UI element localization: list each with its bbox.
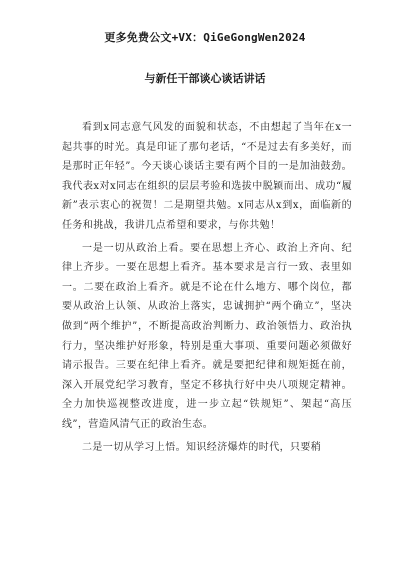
document-body <box>62 118 352 460</box>
paragraph-learning: 二是一切从学习上悟。知识经济爆炸的时代，只要稍 <box>82 441 322 453</box>
paragraph-intro: 看到x同志意气风发的面貌和状态，不由想起了当年在x一起共事的时光。真是印证了那句老话，“不是过去有多美好，而是那时正年轻”。今天谈心谈话主要有两个目的一是加油鼓劲。我代表x对x同志在组织的层层考验和选拔中脱颖而出、成功“履新”表示衷心的祝贺！二是期望共勉。x同志从x到x，面临新的任务和挑战，我讲几点希望和要求，与你共勉！ <box>62 122 352 231</box>
paragraph-politics: 一是一切从政治上看。要在思想上齐心、政治上齐向、纪律上齐步。一要在思想上看齐。基本要求是言行一致、表里如一。二要在政治上看齐。就是不论在什么地方、哪个岗位，都要从政治上认领、从政治上落实，忠诚拥护“两个确立”，坚决做到“两个维护”，不断提高政治判断力、政治领悟力、政治执行力，坚决维护好形象，特别是重大事项、重要问题必须做好请示报告。三要在纪律上看齐。就是要把纪律和规矩挺在前，深入开展党纪学习教育，坚定不移执行好中央八项规定精神。全力加快巡视整改进度，进一步立起“铁规矩”、架起“高压线”，营造风清气正的政治生态。 <box>62 242 352 430</box>
document-title: 与新任干部谈心谈话讲话 <box>144 72 266 85</box>
watermark-header: 更多免费公文+VX：QiGeGongWen2024 <box>104 31 306 44</box>
